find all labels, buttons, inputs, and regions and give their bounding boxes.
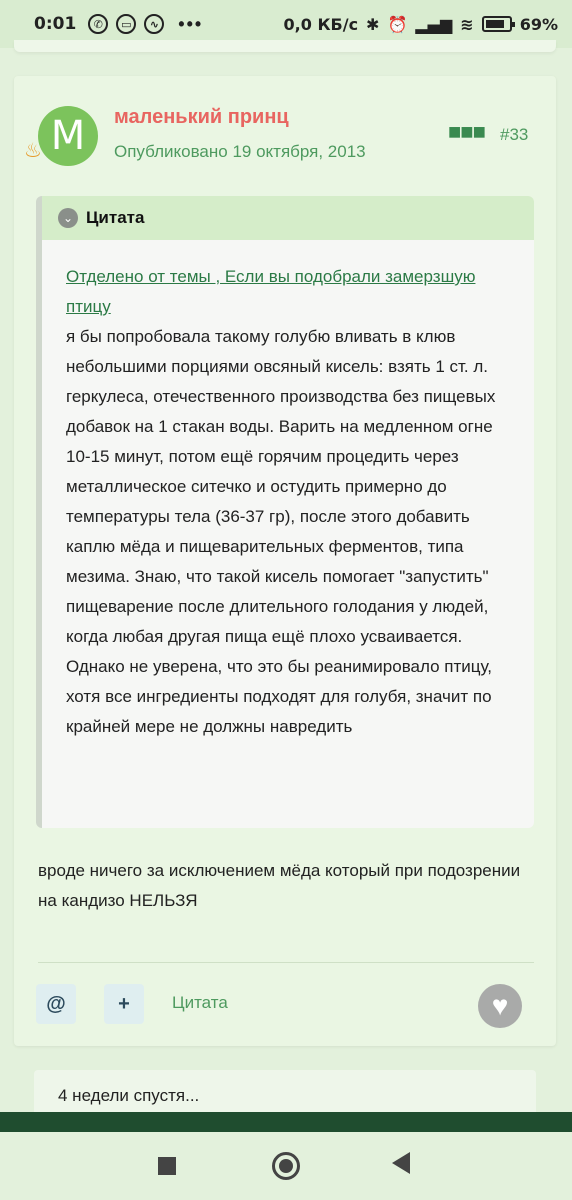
home-icon[interactable]: [272, 1152, 300, 1180]
viber-icon: ✆: [88, 14, 108, 34]
heart-icon[interactable]: ♥: [478, 984, 522, 1028]
post-number[interactable]: #33: [500, 125, 529, 144]
battery-percent: 69%: [519, 14, 558, 34]
status-time: 0:01: [34, 14, 77, 34]
mention-button[interactable]: @: [36, 984, 76, 1024]
signal-icon: ▂▄▆: [415, 14, 453, 34]
quote-body: [42, 240, 534, 742]
divider: [38, 962, 534, 963]
previous-card-edge: [14, 40, 556, 52]
author-name[interactable]: маленький принц: [114, 106, 289, 128]
app-icon: ∿: [144, 14, 164, 34]
bottom-bar: [0, 1112, 572, 1132]
time-gap-text: 4 недели спустя...: [58, 1086, 200, 1105]
network-speed: 0,0 КБ/с: [283, 14, 359, 34]
avatar[interactable]: M: [38, 106, 98, 166]
wifi-icon: ≋: [460, 14, 474, 34]
alarm-icon: ⏰: [387, 14, 408, 34]
published-date[interactable]: Опубликовано 19 октября, 2013: [114, 142, 366, 161]
recents-icon[interactable]: [158, 1157, 176, 1175]
more-notifications-icon: •••: [178, 13, 204, 34]
quote-source-link[interactable]: Отделено от темы , Если вы подобрали замерзшую птицу: [66, 267, 476, 316]
quote-text: я бы попробовала такому голубю вливать в клюв небольшими порциями овсяный кисель: взять 1 ст. л. геркулеса, отечественного производства без пищевых добавок на 1 стакан воды. Варить на медленном огне 10-15 минут, потом ещё горячим процедить через металлическое ситечко и остудить примерно до температуры тела (36-37 гр), после этого добавить каплю мёда и пищеварительных ферментов, типа мезима. Знаю, что такой кисель помогает "запустить" пищеварение после длительного голодания у людей, когда любая другая пища ещё плохо усваивается. Однако не уверена, что это бы реанимировало птицу, хотя все ингредиенты подходят для голубя, значит по крайней мере не должны навредить: [66, 327, 496, 736]
quote-button[interactable]: Цитата: [172, 993, 228, 1012]
chevron-down-icon[interactable]: ⌄: [58, 208, 78, 228]
more-options-icon[interactable]: ■■■: [448, 119, 485, 144]
quote-header[interactable]: [42, 196, 534, 240]
rank-badge-icon: ♨: [24, 140, 42, 162]
navigation-bar: [0, 1132, 572, 1200]
multiquote-button[interactable]: +: [104, 984, 144, 1024]
bluetooth-icon: ✱: [366, 14, 380, 34]
back-icon[interactable]: [392, 1152, 410, 1174]
quote-title: Цитата: [86, 208, 145, 227]
forum-post: [14, 76, 556, 1046]
messenger-icon: ▭: [116, 14, 136, 34]
battery-icon: [482, 16, 512, 32]
post-content: вроде ничего за исключением мёда который при подозрении на кандизо НЕЛЬЗЯ: [38, 861, 521, 910]
quote-block: [36, 196, 534, 828]
